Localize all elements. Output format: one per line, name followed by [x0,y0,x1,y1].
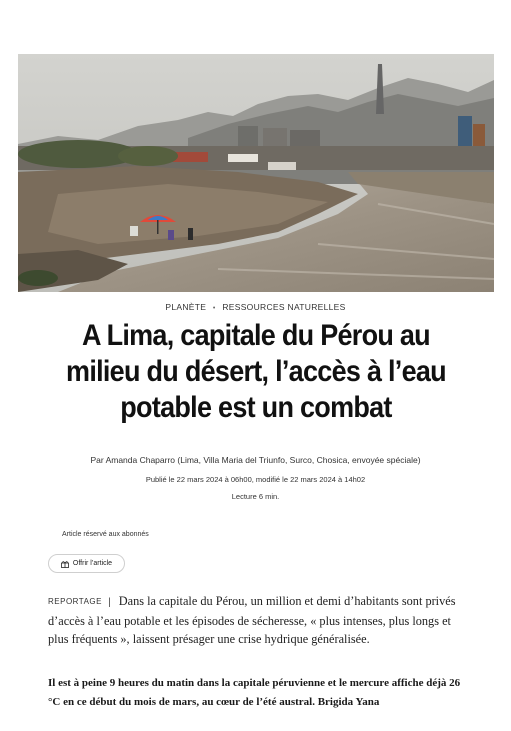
subscriber-badge: Article réservé aux abonnés [62,531,149,538]
article-body: Il est à peine 9 heures du matin dans la capitale péruvienne et le mercure affiche déjà 26 °C en ce début du mois de mars, au cœur de l’été austral. Brigida Yana [48,677,461,708]
gift-icon [61,560,69,568]
photo-credit: RUBI HARPER POUR « LE MONDE » [502,236,508,334]
publication-date: Publié le 22 mars 2024 à 06h00, modifié le 22 mars 2024 à 14h02 [145,475,366,484]
breadcrumb [0,302,511,312]
breadcrumb-subsection-link[interactable]: RESSOURCES NATURELLES [222,302,346,312]
lead-text: Dans la capitale du Pérou, un million et demi d’habitants sont privés d’accès à l’eau potable et les épisodes de sécheresse, « plus intenses, plus longs et plus fréquents », laissent présager une crise hydrique généralisée. [48,594,456,646]
offer-article-label: Offrir l’article [72,560,113,567]
breadcrumb-section-link[interactable]: PLANÈTE [165,302,207,312]
article-title: A Lima, capitale du Pérou au milieu du désert, l’accès à l’eau potable est un combat [66,319,446,424]
read-time: Lecture 6 min. [231,492,280,501]
article-lead [48,592,468,648]
tag-separator: | [108,597,111,608]
breadcrumb-separator: • [212,305,216,312]
river-landscape-image [18,54,494,292]
offer-article-button[interactable] [48,554,125,573]
author-byline: Par Amanda Chaparro (Lima, Villa Maria del Triunfo, Surco, Chosica, envoyée spéciale) [90,455,421,465]
reportage-tag: REPORTAGE [48,597,102,606]
